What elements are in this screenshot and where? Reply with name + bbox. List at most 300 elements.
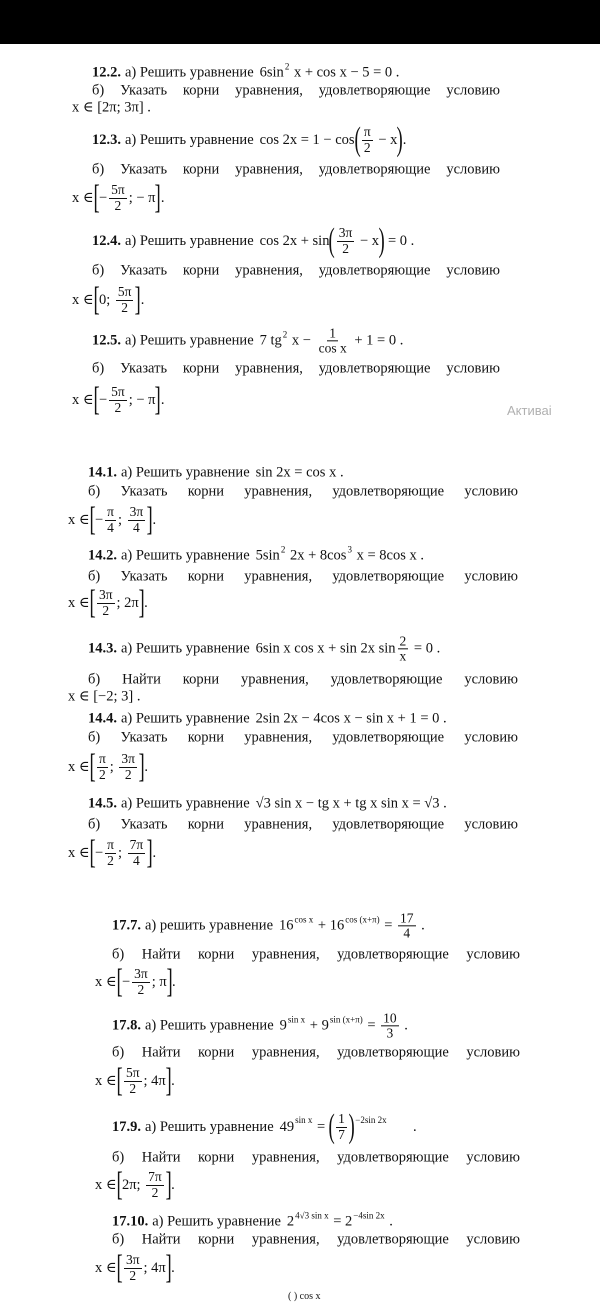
math-text: . bbox=[172, 973, 176, 990]
math-text: − x bbox=[356, 232, 380, 249]
math-text: ; − π bbox=[128, 391, 156, 408]
part-b-word: б) bbox=[92, 161, 105, 178]
part-b-word: Найти bbox=[141, 1149, 181, 1166]
part-b-word: условию bbox=[464, 671, 518, 688]
part-b-word: Найти bbox=[141, 946, 181, 963]
math-text: x ∈ bbox=[68, 511, 90, 528]
math-text: ; π bbox=[151, 973, 167, 990]
math-text: . bbox=[144, 758, 148, 775]
root-condition bbox=[95, 1168, 175, 1202]
part-b-word: условию bbox=[466, 946, 520, 963]
problem-part-a bbox=[112, 1110, 417, 1144]
numerator: 5π bbox=[111, 182, 125, 198]
math-text: . bbox=[387, 1118, 417, 1135]
problem-number: 14.1. bbox=[88, 464, 117, 481]
fraction bbox=[362, 125, 373, 154]
math-text: + 9 bbox=[306, 1017, 329, 1034]
part-b-word: удовлетворяющие bbox=[337, 1231, 449, 1248]
denominator: 2 bbox=[124, 766, 132, 782]
numerator: π bbox=[107, 504, 114, 520]
part-b-word: условию bbox=[464, 568, 518, 585]
part-b-word: б) bbox=[92, 360, 105, 377]
part-b-word: Найти bbox=[141, 1044, 181, 1061]
part-b-word: уравнения, bbox=[251, 1231, 320, 1248]
part-b-word: уравнения, bbox=[244, 568, 313, 585]
exponent: −2sin 2x bbox=[355, 1115, 387, 1125]
problem-part-b bbox=[88, 569, 518, 586]
math-text: = 0 . bbox=[410, 640, 441, 657]
part-b-word: условию bbox=[466, 1044, 520, 1061]
problem-part-a bbox=[112, 1011, 408, 1040]
bracket: [ bbox=[89, 584, 96, 621]
fraction bbox=[128, 838, 146, 867]
problem-part-a bbox=[112, 911, 425, 940]
equation bbox=[256, 796, 447, 813]
root-condition bbox=[95, 1064, 175, 1098]
problem-part-b bbox=[112, 1045, 520, 1062]
part-b-word: удовлетворяющие bbox=[318, 161, 431, 178]
root-condition bbox=[72, 283, 144, 317]
part-b-word: корни bbox=[197, 946, 235, 963]
part-a-label: а) Решить уравнение bbox=[125, 332, 254, 349]
equation bbox=[260, 224, 415, 258]
part-b-word: условию bbox=[446, 161, 500, 178]
part-b-word: условию bbox=[464, 816, 518, 833]
bracket: ) bbox=[396, 121, 404, 158]
equation bbox=[256, 634, 441, 663]
cut-off-formula: ( ) cos x bbox=[288, 1291, 321, 1302]
part-a-label: а) Решить уравнение bbox=[121, 710, 250, 727]
part-b-word: б) bbox=[88, 671, 101, 688]
math-text: x ∈ bbox=[68, 844, 90, 861]
equation bbox=[255, 544, 424, 565]
root-condition bbox=[72, 100, 151, 117]
bracket: [ bbox=[116, 1062, 123, 1099]
math-text: − bbox=[98, 391, 108, 408]
root-condition bbox=[68, 836, 156, 870]
math-text: . bbox=[385, 1213, 393, 1230]
fraction bbox=[317, 326, 349, 355]
exponent: 3 bbox=[347, 544, 352, 554]
part-b-word: корни bbox=[182, 82, 220, 99]
numerator: 7π bbox=[148, 1169, 162, 1185]
exponent: cos x bbox=[294, 914, 314, 924]
part-b-word: б) bbox=[112, 1149, 125, 1166]
problem-number: 12.2. bbox=[92, 64, 121, 81]
equation bbox=[260, 326, 404, 355]
fraction bbox=[398, 911, 416, 940]
part-b-word: удовлетворяющие bbox=[332, 483, 445, 500]
math-text: . bbox=[140, 291, 145, 308]
problem-part-b bbox=[92, 361, 500, 378]
part-b-word: корни bbox=[187, 483, 225, 500]
problem-part-a bbox=[88, 465, 344, 482]
denominator: 2 bbox=[137, 981, 145, 997]
bracket: ] bbox=[138, 584, 145, 621]
problem-part-a bbox=[92, 326, 403, 355]
numerator: 1 bbox=[338, 1111, 345, 1127]
math-text: x ∈ [2π; 3π] . bbox=[72, 99, 151, 116]
denominator: 4 bbox=[107, 519, 114, 535]
math-text: . bbox=[160, 189, 165, 206]
numerator: 3π bbox=[98, 587, 113, 603]
math-text: 2sin 2x − 4cos x − sin x + 1 = 0 . bbox=[255, 710, 447, 727]
part-b-word: б) bbox=[88, 568, 101, 585]
part-b-word: Найти bbox=[122, 671, 161, 688]
exponent: 2 bbox=[284, 61, 290, 71]
math-text: 9 bbox=[279, 1017, 287, 1034]
math-text: x ∈ bbox=[95, 1259, 117, 1276]
problem-part-a bbox=[88, 796, 447, 813]
math-text: x − bbox=[288, 332, 315, 349]
problem-part-b bbox=[92, 263, 500, 280]
root-condition bbox=[68, 750, 148, 784]
part-b-word: уравнения, bbox=[235, 161, 303, 178]
part-b-word: удовлетворяющие bbox=[318, 360, 431, 377]
denominator: 2 bbox=[121, 299, 128, 315]
problem-part-a bbox=[92, 224, 414, 258]
denominator: 7 bbox=[338, 1126, 345, 1142]
bracket: ] bbox=[138, 748, 145, 785]
part-b-word: удовлетворяющие bbox=[330, 671, 443, 688]
problem-part-a bbox=[88, 634, 440, 663]
problem-number: 14.5. bbox=[88, 795, 117, 812]
part-a-label: а) Решить уравнение bbox=[125, 232, 254, 249]
denominator: cos x bbox=[318, 340, 347, 356]
math-text: . bbox=[402, 131, 407, 148]
equation bbox=[256, 711, 447, 728]
fraction bbox=[337, 226, 355, 255]
part-b-word: удовлетворяющие bbox=[332, 568, 445, 585]
part-b-word: Указать bbox=[120, 568, 168, 585]
denominator: 2 bbox=[98, 766, 106, 782]
denominator: 2 bbox=[363, 139, 371, 155]
root-condition bbox=[72, 383, 164, 417]
part-b-word: корни bbox=[197, 1044, 235, 1061]
root-condition bbox=[68, 586, 148, 620]
denominator: 2 bbox=[102, 602, 110, 618]
numerator: 3π bbox=[129, 504, 144, 520]
fraction bbox=[398, 634, 409, 663]
math-text: . bbox=[171, 1176, 175, 1193]
fraction bbox=[105, 838, 116, 867]
problem-part-b bbox=[88, 730, 518, 747]
part-b-word: условию bbox=[464, 729, 518, 746]
math-text: sin 2x = cos x . bbox=[255, 464, 344, 481]
bracket: [ bbox=[93, 179, 100, 216]
math-text: 5sin bbox=[255, 547, 280, 564]
exponent: sin (x+π) bbox=[329, 1014, 363, 1024]
math-text: x = 8cos x . bbox=[352, 547, 424, 564]
problem-part-a bbox=[92, 61, 400, 82]
numerator: π bbox=[98, 751, 106, 767]
fraction bbox=[105, 505, 116, 534]
math-text: 2 bbox=[286, 1213, 295, 1230]
fraction bbox=[132, 967, 150, 996]
equation bbox=[259, 61, 400, 82]
math-text: = bbox=[380, 917, 397, 934]
numerator: 7π bbox=[129, 837, 144, 853]
math-text: 0; bbox=[98, 291, 114, 308]
part-b-word: условию bbox=[446, 262, 500, 279]
exponent: −4sin 2x bbox=[353, 1210, 385, 1220]
part-b-word: удовлетворяющие bbox=[337, 946, 449, 963]
denominator: 3 bbox=[386, 1025, 394, 1041]
bracket: [ bbox=[93, 381, 100, 418]
math-text: − bbox=[121, 973, 131, 990]
bracket: ] bbox=[146, 834, 153, 871]
math-text: 7 tg bbox=[259, 332, 282, 349]
math-text: x ∈ bbox=[68, 758, 90, 775]
part-b-word: уравнения, bbox=[251, 946, 320, 963]
fraction bbox=[109, 385, 127, 414]
bracket: ] bbox=[165, 1249, 172, 1286]
root-condition bbox=[68, 503, 156, 537]
part-b-word: условию bbox=[464, 483, 518, 500]
problem-part-b bbox=[88, 817, 518, 834]
math-text: x ∈ bbox=[72, 291, 94, 308]
equation bbox=[256, 465, 344, 482]
math-text: . bbox=[417, 917, 425, 934]
part-a-label: а) Решить уравнение bbox=[121, 464, 250, 481]
math-text: + 1 = 0 . bbox=[350, 332, 404, 349]
numerator: 5π bbox=[117, 284, 132, 300]
problem-number: 17.10. bbox=[112, 1213, 149, 1230]
part-b-word: уравнения, bbox=[251, 1044, 320, 1061]
part-a-label: а) Решить уравнение bbox=[121, 547, 250, 564]
math-text: 2x + 8cos bbox=[286, 547, 347, 564]
numerator: 1 bbox=[329, 325, 337, 341]
math-text: . bbox=[144, 594, 148, 611]
math-text: x ∈ bbox=[95, 1072, 117, 1089]
part-b-word: корни bbox=[187, 568, 225, 585]
part-b-word: удовлетворяющие bbox=[337, 1149, 449, 1166]
bracket: ] bbox=[165, 1166, 172, 1203]
problem-number: 17.9. bbox=[112, 1118, 141, 1135]
part-b-word: уравнения, bbox=[235, 360, 303, 377]
part-b-word: Указать bbox=[120, 161, 168, 178]
activation-watermark: Активаі bbox=[507, 403, 552, 418]
part-b-word: условию bbox=[466, 1231, 520, 1248]
exponent: 2 bbox=[280, 544, 286, 554]
math-text: ; 4π bbox=[143, 1259, 166, 1276]
math-text: √3 sin x − tg x + tg x sin x = √3 . bbox=[255, 795, 447, 812]
part-b-word: условию bbox=[466, 1149, 520, 1166]
denominator: x bbox=[399, 648, 407, 664]
part-b-word: б) bbox=[92, 82, 105, 99]
math-text: x ∈ bbox=[72, 391, 94, 408]
fraction bbox=[381, 1011, 399, 1040]
math-text: 6sin bbox=[259, 64, 284, 81]
bracket: [ bbox=[89, 834, 96, 871]
problem-part-b bbox=[88, 484, 518, 501]
math-text: 6sin x cos x + sin 2x sin bbox=[255, 640, 396, 657]
numerator: π bbox=[363, 124, 371, 140]
part-a-label: а) Решить уравнение bbox=[145, 1118, 274, 1135]
problem-part-b bbox=[112, 947, 520, 964]
part-b-word: Указать bbox=[120, 360, 168, 377]
math-text: x ∈ [−2; 3] . bbox=[68, 688, 141, 705]
problem-part-a bbox=[88, 544, 424, 565]
math-text: . bbox=[171, 1259, 175, 1276]
part-b-word: корни bbox=[187, 816, 225, 833]
math-text: x ∈ bbox=[72, 189, 94, 206]
exponent: cos (x+π) bbox=[345, 914, 380, 924]
bracket: ] bbox=[155, 179, 162, 216]
numerator: 3π bbox=[125, 1252, 140, 1268]
math-text: − x bbox=[374, 131, 398, 148]
problem-part-b bbox=[112, 1232, 520, 1249]
root-condition bbox=[95, 965, 176, 999]
bracket: ( bbox=[329, 222, 336, 259]
bracket: ) bbox=[378, 222, 385, 259]
bracket: [ bbox=[116, 963, 123, 1000]
math-text: = 0 . bbox=[384, 232, 415, 249]
problem-part-b bbox=[88, 672, 518, 689]
part-b-word: удовлетворяющие bbox=[332, 816, 445, 833]
equation bbox=[280, 1011, 408, 1040]
denominator: 2 bbox=[129, 1080, 137, 1096]
fraction bbox=[128, 505, 146, 534]
part-a-label: а) Решить уравнение bbox=[125, 131, 254, 148]
denominator: 2 bbox=[114, 197, 122, 213]
math-text: x ∈ bbox=[68, 594, 90, 611]
problem-part-b bbox=[92, 83, 500, 100]
part-b-word: Указать bbox=[120, 816, 168, 833]
fraction bbox=[97, 588, 115, 617]
exponent: sin x bbox=[287, 1014, 306, 1024]
math-text: ; bbox=[109, 758, 118, 775]
math-text: . bbox=[152, 511, 157, 528]
part-b-word: корни bbox=[182, 360, 220, 377]
bracket: [ bbox=[89, 501, 96, 538]
math-text: + 16 bbox=[314, 917, 345, 934]
part-b-word: б) bbox=[92, 262, 105, 279]
math-text: . bbox=[171, 1072, 175, 1089]
numerator: 3π bbox=[121, 751, 135, 767]
equation bbox=[279, 911, 425, 940]
part-b-word: Указать bbox=[120, 483, 168, 500]
part-b-word: корни bbox=[182, 671, 220, 688]
denominator: 2 bbox=[129, 1267, 137, 1283]
part-b-word: удовлетворяющие bbox=[318, 262, 431, 279]
math-text: = bbox=[313, 1118, 329, 1135]
denominator: 4 bbox=[403, 925, 411, 941]
math-text: x ∈ bbox=[95, 973, 117, 990]
exponent: 2 bbox=[282, 329, 288, 339]
part-b-word: уравнения, bbox=[244, 816, 313, 833]
math-text: ; − π bbox=[128, 189, 156, 206]
math-text: cos 2x + sin bbox=[259, 232, 330, 249]
problem-number: 14.2. bbox=[88, 547, 117, 564]
fraction bbox=[336, 1112, 347, 1141]
fraction bbox=[124, 1066, 142, 1095]
part-b-word: удовлетворяющие bbox=[318, 82, 431, 99]
bracket: ] bbox=[165, 1062, 172, 1099]
math-text: = bbox=[363, 1017, 380, 1034]
fraction bbox=[146, 1170, 164, 1199]
bracket: ] bbox=[134, 281, 142, 318]
part-b-word: удовлетворяющие bbox=[337, 1044, 449, 1061]
bracket: ] bbox=[155, 381, 162, 418]
numerator: 5π bbox=[111, 384, 125, 400]
math-text: ; bbox=[117, 511, 126, 528]
numerator: 10 bbox=[383, 1010, 397, 1026]
part-b-word: корни bbox=[182, 161, 220, 178]
problem-part-b bbox=[112, 1150, 520, 1167]
part-b-word: удовлетворяющие bbox=[332, 729, 445, 746]
part-b-word: уравнения, bbox=[251, 1149, 320, 1166]
numerator: 3π bbox=[134, 966, 148, 982]
math-text: ; 2π bbox=[116, 594, 139, 611]
root-condition bbox=[68, 689, 140, 706]
problem-number: 17.7. bbox=[112, 917, 141, 934]
problem-number: 14.3. bbox=[88, 640, 117, 657]
math-text: 49 bbox=[279, 1118, 295, 1135]
problem-part-a bbox=[92, 123, 406, 157]
problem-number: 12.3. bbox=[92, 131, 121, 148]
part-b-word: Указать bbox=[120, 729, 168, 746]
bracket: [ bbox=[89, 748, 96, 785]
bracket: ] bbox=[146, 501, 153, 538]
math-text: 16 bbox=[279, 917, 294, 934]
denominator: 2 bbox=[342, 240, 349, 256]
bracket: [ bbox=[116, 1166, 123, 1203]
part-b-word: условию bbox=[446, 82, 500, 99]
root-condition bbox=[95, 1251, 175, 1285]
problem-number: 12.5. bbox=[92, 332, 121, 349]
math-text: x ∈ bbox=[95, 1176, 117, 1193]
denominator: 2 bbox=[151, 1184, 159, 1200]
math-text: . bbox=[400, 1017, 408, 1034]
part-b-word: уравнения, bbox=[235, 262, 303, 279]
part-b-word: уравнения, bbox=[235, 82, 303, 99]
part-b-word: уравнения, bbox=[240, 671, 309, 688]
part-b-word: уравнения, bbox=[244, 483, 313, 500]
fraction bbox=[116, 285, 134, 314]
fraction bbox=[124, 1253, 142, 1282]
part-b-word: б) bbox=[88, 483, 101, 500]
denominator: 2 bbox=[114, 399, 122, 415]
part-a-label: а) Решить уравнение bbox=[121, 795, 250, 812]
math-text: cos 2x = 1 − cos bbox=[259, 131, 355, 148]
equation bbox=[286, 1210, 393, 1231]
fraction bbox=[109, 183, 127, 212]
part-b-word: б) bbox=[112, 1044, 125, 1061]
fraction bbox=[119, 752, 137, 781]
denominator: 4 bbox=[133, 852, 140, 868]
part-b-word: корни bbox=[197, 1231, 235, 1248]
problem-part-b bbox=[92, 162, 500, 179]
problem-part-a bbox=[88, 711, 447, 728]
bracket: ) bbox=[348, 1108, 355, 1145]
part-b-word: условию bbox=[446, 360, 500, 377]
part-b-word: корни bbox=[197, 1149, 235, 1166]
math-text: 2π; bbox=[121, 1176, 145, 1193]
problem-number: 12.4. bbox=[92, 232, 121, 249]
math-text: . bbox=[160, 391, 165, 408]
math-text: − bbox=[98, 189, 108, 206]
problem-number: 14.4. bbox=[88, 710, 117, 727]
numerator: π bbox=[107, 837, 114, 853]
part-b-word: корни bbox=[182, 262, 220, 279]
math-text: − bbox=[94, 844, 104, 861]
root-condition bbox=[72, 181, 164, 215]
bracket: ( bbox=[328, 1108, 335, 1145]
denominator: 2 bbox=[107, 852, 114, 868]
part-b-word: Найти bbox=[141, 1231, 181, 1248]
math-text: . bbox=[152, 844, 157, 861]
